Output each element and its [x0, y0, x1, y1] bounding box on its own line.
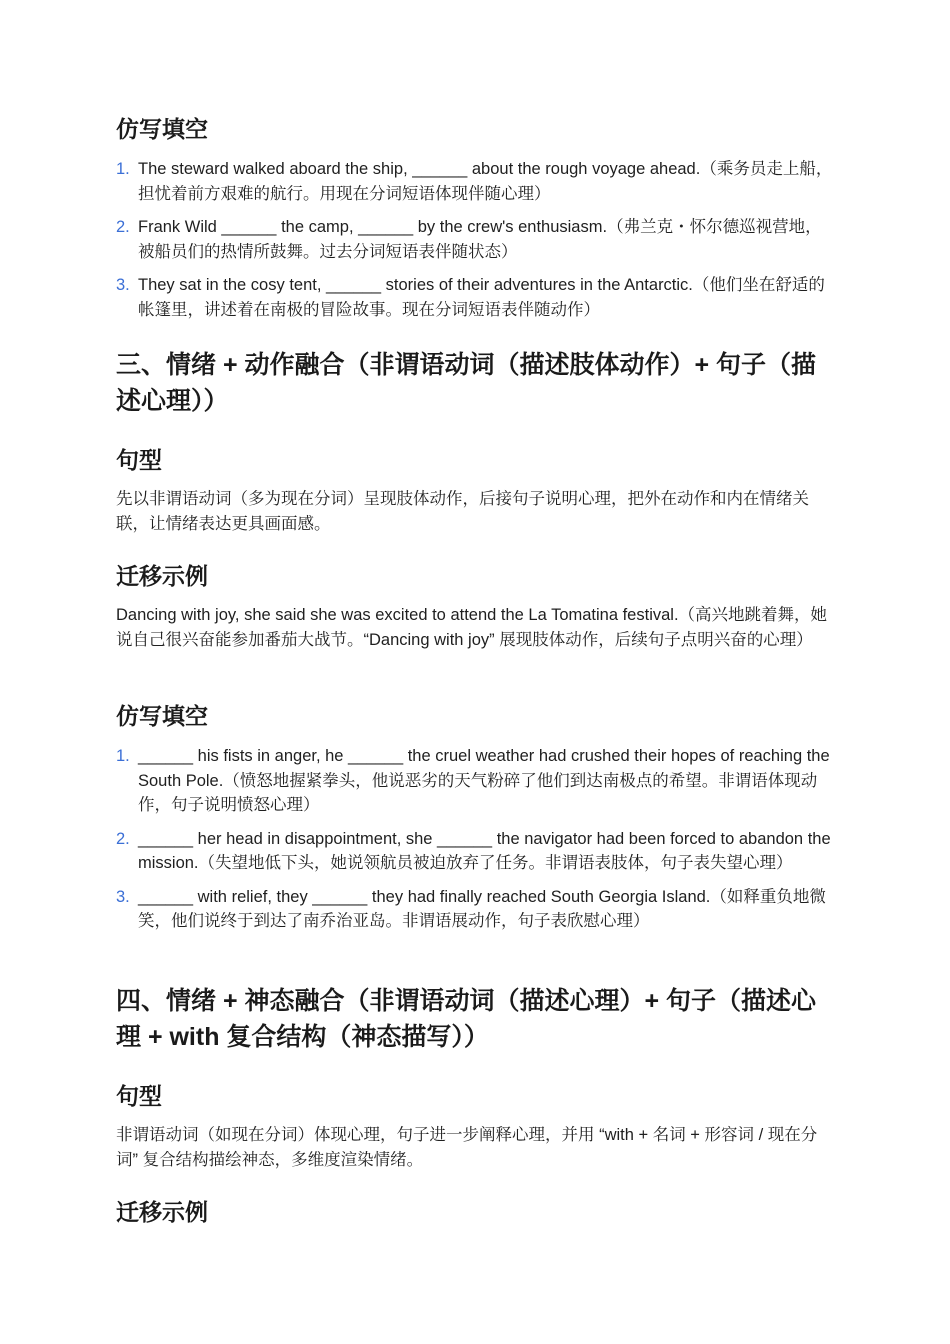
- example-text: Dancing with joy, she said she was excited to attend the La Tomatina festival.（高兴地跳着舞，她说自己很兴奋能参加番茄大战节。“Dancing with joy” 展现肢体动作，后续句子点明兴奋的心理）: [116, 606, 828, 649]
- imitation-heading: 仿写填空: [116, 116, 208, 142]
- list-item-text: The steward walked aboard the ship, ______ about the rough voyage ahead.（乘务员走上船，担忧着前方艰难的航行。用现在分词短语体现伴随心理）: [138, 160, 833, 203]
- list-item-text: Frank Wild ______ the camp, ______ by the crew's enthusiasm.（弗兰克・怀尔德巡视营地，被船员们的热情所鼓舞。过去分词短语表伴随状态）: [138, 218, 822, 261]
- list-item-text: ______ with relief, they ______ they had finally reached South Georgia Island.（如释重负地微笑，他们说终于到达了南乔治亚岛。非谓语展动作，句子表欣慰心理）: [138, 887, 826, 930]
- list-item: [116, 215, 838, 264]
- pattern-text: 非谓语动词（如现在分词）体现心理，句子进一步阐释心理，并用 “with + 名词 + 形容词 / 现在分词” 复合结构描绘神态，多维度渲染情绪。: [116, 1126, 818, 1169]
- pattern-heading: 句型: [116, 1083, 162, 1109]
- list-item: [116, 885, 838, 934]
- list-item: [116, 827, 838, 876]
- pattern-text: 先以非谓语动词（多为现在分词）呈现肢体动作，后接句子说明心理，把外在动作和内在情绪关联，让情绪表达更具画面感。: [116, 490, 809, 533]
- list-item: [116, 157, 838, 206]
- imitation-heading: 仿写填空: [116, 703, 208, 729]
- section-title: 四、情绪 + 神态融合（非谓语动词（描述心理）+ 句子（描述心理 + with 复合结构（神态描写））: [116, 987, 817, 1051]
- list-item-text: ______ her head in disappointment, she ______ the navigator had been forced to abandon the mission.（失望地低下头，她说领航员被迫放弃了任务。非谓语表肢体，句子表失望心理）: [138, 829, 831, 872]
- pattern-heading: 句型: [116, 447, 162, 473]
- list-item-text: They sat in the cosy tent, ______ stories of their adventures in the Antarctic.（他们坐在舒适的帐篷里，讲述着在南极的冒险故事。现在分词短语表伴随动作）: [138, 276, 825, 319]
- list-item: [116, 744, 838, 818]
- list-item: [116, 273, 838, 322]
- list-number: 1.: [116, 747, 130, 765]
- list-number: 1.: [116, 160, 130, 178]
- list-number: 2.: [116, 218, 130, 236]
- imitation-list: [116, 744, 838, 943]
- list-number: 2.: [116, 829, 130, 848]
- example-heading: 迁移示例: [116, 1199, 208, 1225]
- section-title: 三、情绪 + 动作融合（非谓语动词（描述肢体动作）+ 句子（描述心理））: [116, 351, 817, 415]
- imitation-list: [116, 157, 838, 331]
- list-number: 3.: [116, 276, 130, 294]
- list-item-text: ______ his fists in anger, he ______ the cruel weather had crushed their hopes of reaching the South Pole.（愤怒地握紧拳头，他说恶劣的天气粉碎了他们到达南极点的希望。非谓语体现动作，句子说明愤怒心理）: [138, 747, 830, 814]
- example-heading: 迁移示例: [116, 563, 208, 589]
- list-number: 3.: [116, 887, 130, 906]
